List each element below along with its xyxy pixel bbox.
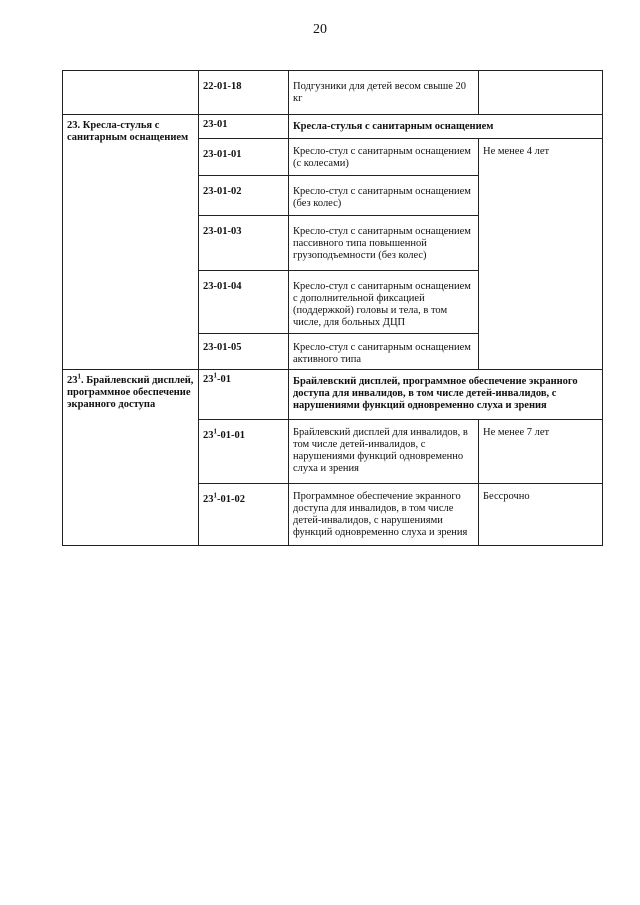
item-name: Кресло-стул с санитарным оснащением пассивного типа повышенной грузоподъемности (без колес) [289, 216, 479, 271]
item-name: Кресло-стул с санитарным оснащением (без колес) [289, 176, 479, 216]
table-row [63, 71, 603, 115]
item-name: Программное обеспечение экранного доступа для инвалидов, в том числе детей-инвалидов, с нарушениями функций одновременно слуха и зрения [289, 484, 479, 546]
item-code: 22-01-18 [199, 71, 289, 115]
page-number: 20 [313, 22, 327, 37]
item-code: 23-01-05 [199, 334, 289, 370]
item-code: $23^1-01$ [199, 370, 289, 420]
table-row [63, 115, 603, 139]
item-term: Бессрочно [479, 484, 603, 546]
table-row [63, 370, 603, 420]
item-term [479, 71, 603, 115]
rehab-items-table [62, 70, 603, 546]
group-name: Кресла-стулья с санитарным оснащением [289, 115, 603, 139]
item-code: $23^1-01-01$ [199, 420, 289, 484]
item-code: $23^1-01-02$ [199, 484, 289, 546]
category-heading: $23^1$. Брайлевский дисплей, программное обеспечение экранного доступа [63, 370, 199, 546]
item-name: Кресло-стул с санитарным оснащением активного типа [289, 334, 479, 370]
group-name: Брайлевский дисплей, программное обеспечение экранного доступа для инвалидов, в том числе детей-инвалидов, с нарушениями функций одновременно слуха и зрения [289, 370, 603, 420]
item-code: 23-01 [199, 115, 289, 139]
item-code: 23-01-02 [199, 176, 289, 216]
category-cell [63, 71, 199, 115]
category-heading: 23. Кресла-стулья с санитарным оснащением [63, 115, 199, 370]
item-term: Не менее 7 лет [479, 420, 603, 484]
item-name: Кресло-стул с санитарным оснащением (с колесами) [289, 139, 479, 176]
item-name: Подгузники для детей весом свыше 20 кг [289, 71, 479, 115]
item-name: Брайлевский дисплей для инвалидов, в том числе детей-инвалидов, с нарушениями функций одновременно слуха и зрения [289, 420, 479, 484]
item-code: 23-01-03 [199, 216, 289, 271]
item-code: 23-01-01 [199, 139, 289, 176]
item-name: Кресло-стул с санитарным оснащением с дополнительной фиксацией (поддержкой) головы и тела, в том числе, для больных ДЦП [289, 271, 479, 334]
item-term: Не менее 4 лет [479, 139, 603, 370]
item-code: 23-01-04 [199, 271, 289, 334]
